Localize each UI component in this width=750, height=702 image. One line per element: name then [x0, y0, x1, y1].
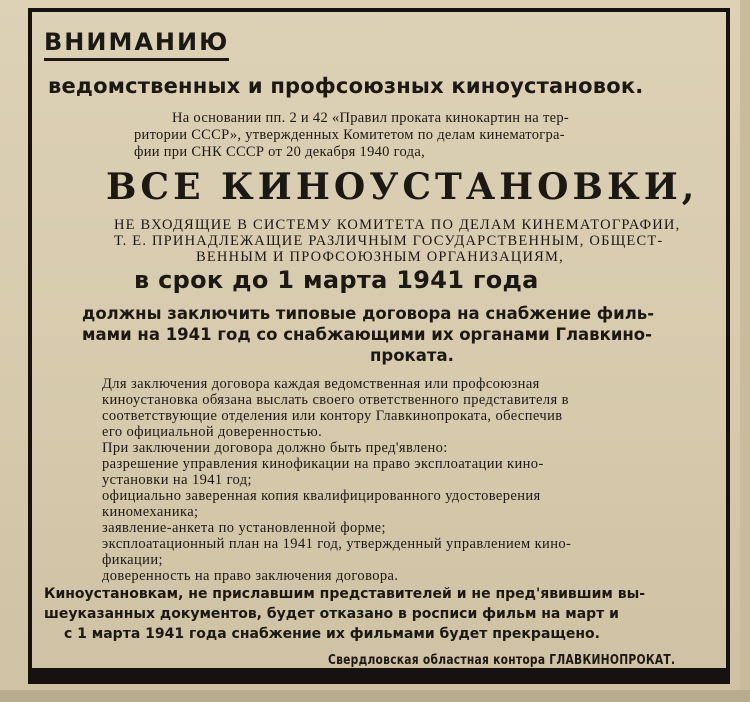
body-line: соответствующие отделения или контору Главкинопроката, обеспечив: [102, 408, 563, 424]
caps-line: НЕ ВХОДЯЩИЕ В СИСТЕМУ КОМИТЕТА ПО ДЕЛАМ КИНЕМАТОГРАФИИ,: [114, 217, 681, 233]
body-line: Для заключения договора каждая ведомственная или профсоюзная: [102, 376, 540, 392]
body-line: официально заверенная копия квалифицированного удостоверения: [102, 488, 541, 504]
body-line: установки на 1941 год;: [102, 472, 252, 488]
body-line: киномеханика;: [102, 504, 199, 520]
main-title: ВСЕ КИНОУСТАНОВКИ,: [106, 166, 699, 208]
body-line: эксплоатационный план на 1941 год, утвержденный управлением кино-: [102, 536, 572, 552]
signature: Свердловская областная контора ГЛАВКИНОПРОКАТ.: [328, 652, 676, 668]
caps-line: Т. Е. ПРИНАДЛЕЖАЩИЕ РАЗЛИЧНЫМ ГОСУДАРСТВЕННЫМ, ОБЩЕСТ-: [114, 233, 664, 249]
body-line: его официальной доверенностью.: [102, 424, 323, 440]
notice-subheading: ведомственных и профсоюзных киноустановок.: [48, 74, 644, 98]
body-line: При заключении договора должно быть пред'явлено:: [102, 440, 448, 456]
notice-heading: ВНИМАНИЮ: [44, 28, 229, 61]
obligation-line: проката.: [370, 346, 454, 365]
deadline-line: в срок до 1 марта 1941 года: [134, 266, 539, 294]
body-line: доверенность на право заключения договора.: [102, 568, 399, 584]
basis-line: ритории СССР», утвержденных Комитетом по делам кинематогра-: [134, 127, 565, 143]
basis-line: На основании пп. 2 и 42 «Правил проката кинокартин на тер-: [172, 110, 570, 126]
body-line: заявление-анкета по установленной форме;: [102, 520, 386, 536]
body-line: разрешение управления кинофикации на право эксплоатации кино-: [102, 456, 544, 472]
final-line: шеуказанных документов, будет отказано в росписи фильм на март и: [44, 606, 619, 622]
caps-line: ВЕННЫМ И ПРОФСОЮЗНЫМ ОРГАНИЗАЦИЯМ,: [196, 249, 564, 265]
final-line: с 1 марта 1941 года снабжение их фильмами будет прекращено.: [64, 626, 600, 642]
obligation-line: мами на 1941 год со снабжающими их органами Главкино-: [82, 325, 652, 344]
body-line: киноустановка обязана выслать своего ответственного представителя в: [102, 392, 569, 408]
body-line: фикации;: [102, 552, 163, 568]
basis-line: фии при СНК СССР от 20 декабря 1940 года,: [134, 144, 425, 160]
final-line: Киноустановкам, не приславшим представителей и не пред'явившим вы-: [44, 586, 646, 602]
obligation-line: должны заключить типовые договора на снабжение филь-: [82, 304, 655, 323]
